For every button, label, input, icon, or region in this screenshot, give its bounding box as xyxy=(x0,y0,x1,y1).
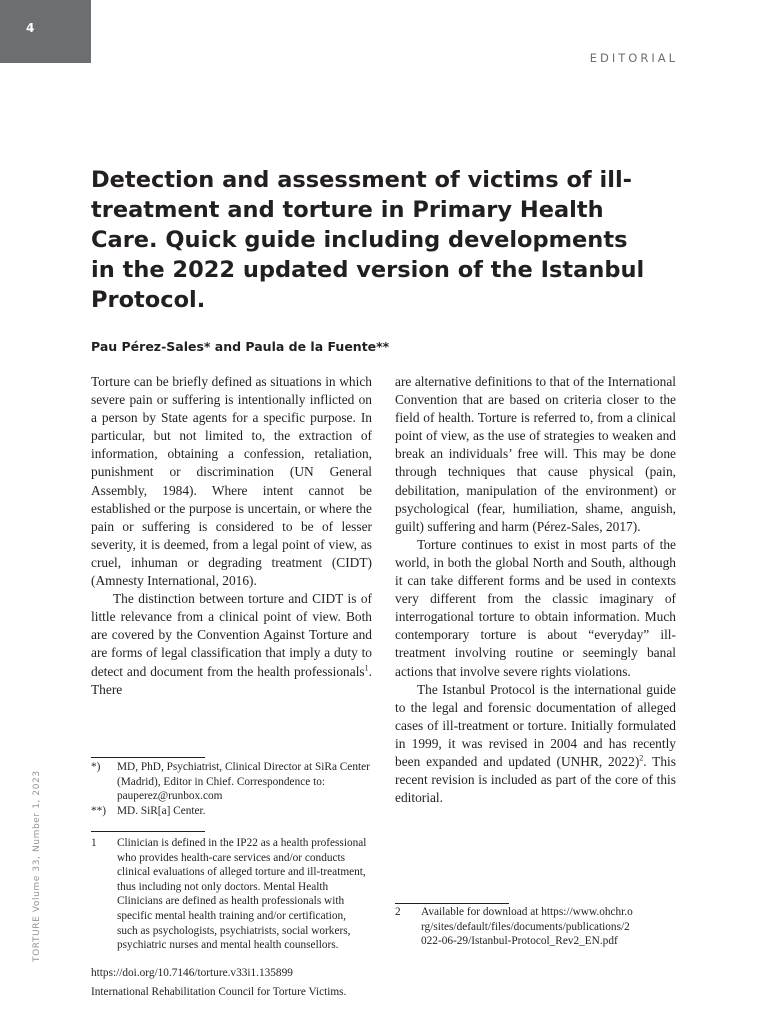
body-paragraph: Torture can be briefly defined as situations in which severe pain or suffering is intentionally inflicted on a person by State agents for a specific purpose. In particular, but not limited to, the extraction of information, obtaining a confession, retaliation, punishment or discrimination (UN General Assembly, 1984). Where intent cannot be established or the purpose is uncertain, or where the pain or suffering is considered to be of lesser severity, it is deemed, from a legal point of view, as cruel, inhuman or degrading treatment (CIDT) (Amnesty International, 2016). xyxy=(91,374,372,589)
body-text: The Istanbul Protocol is the international guide to the legal and forensic documentation of alleged cases of ill-treatment or torture. Initially formulated in 1999, it was revised in 2004 and has recently been expanded and updated (UNHR, 2022) xyxy=(395,681,676,769)
page-number: 4 xyxy=(26,21,35,35)
author-notes xyxy=(91,760,372,818)
footnote-text: Available for download at https://www.ohchr.org/sites/default/files/documents/publications/2022-06-29/Istanbul-Protocol_Rev2_EN.pdf xyxy=(421,906,633,948)
footnote-ref: 2 xyxy=(639,753,644,763)
body-paragraph xyxy=(91,590,372,699)
body-text: . There xyxy=(91,663,372,697)
footnote-ref: 1 xyxy=(364,663,369,673)
footnote-rule xyxy=(395,903,509,904)
article-authors: Pau Pérez-Sales* and Paula de la Fuente** xyxy=(91,339,390,354)
body-paragraph xyxy=(395,681,676,808)
page-number-box xyxy=(0,0,91,63)
body-column-right xyxy=(395,373,676,807)
author-note-text: MD, PhD, Psychiatrist, Clinical Director at SiRa Center (Madrid), Editor in Chief. Correspondence to: pauperez@runbox.com xyxy=(117,761,370,803)
footnote-mark: 1 xyxy=(91,837,97,849)
body-text: The distinction between torture and CIDT is of little relevance from a clinical point of view. Both are covered by the Convention Against Torture and are forms of legal classification that imply a duty to detect and document from the health professionals xyxy=(91,591,372,679)
author-note-mark: *) xyxy=(91,761,101,773)
publisher-line: International Rehabilitation Council for Torture Victims. xyxy=(91,986,347,998)
footnote xyxy=(91,836,367,953)
author-note xyxy=(91,760,372,804)
footnote-rule xyxy=(91,831,205,832)
footnote xyxy=(395,905,635,949)
body-paragraph: Torture continues to exist in most parts of the world, in both the global North and South, although it can take different forms and be used in contexts very different from the classic imaginary of interrogational torture to obtain information. Much contemporary torture is about “everyday” ill-treatment involving routine or seemingly banal actions that involve severe rights violations. xyxy=(395,536,676,679)
footnote-text: Clinician is defined in the IP22 as a health professional who provides health-care services and/or conducts clinical evaluations of alleged torture and ill-treatment, thus including not only doctors. Mental Health Clinicians are defined as health professionals with specific mental health training and/or certification, such as psychologists, psychiatrists, social workers, psychiatric nurses and mental health counsellors. xyxy=(117,837,367,952)
author-notes-rule xyxy=(91,757,205,758)
footnote-mark: 2 xyxy=(395,906,401,918)
body-paragraph: are alternative definitions to that of the International Convention that are based on criteria closer to the field of health. Torture is referred to, from a clinical point of view, as the use of strategies to weaken and break an individuals’ free will. This may be done through techniques that cause physical (pain, debilitation, manipulation of the environment) or psychological (fear, humiliation, shame, anguish, guilt) suffering and harm (Pérez-Sales, 2017). xyxy=(395,374,676,534)
body-text: . This recent revision is included as part of the core of this editorial. xyxy=(395,753,676,806)
section-label: EDITORIAL xyxy=(589,51,678,65)
author-note-mark: **) xyxy=(91,804,107,817)
body-column-left xyxy=(91,373,372,699)
author-note xyxy=(91,804,372,819)
article-title: Detection and assessment of victims of ill-treatment and torture in Primary Health Care. Quick guide including developments in the 2022 updated version of the Istanbul Protocol. xyxy=(91,167,645,313)
author-note-text: MD. SiR[a] Center. xyxy=(117,804,206,817)
journal-vertical-label: TORTURE Volume 33, Number 1, 2023 xyxy=(32,770,42,962)
doi-link[interactable]: https://doi.org/10.7146/torture.v33i1.135899 xyxy=(91,967,293,979)
